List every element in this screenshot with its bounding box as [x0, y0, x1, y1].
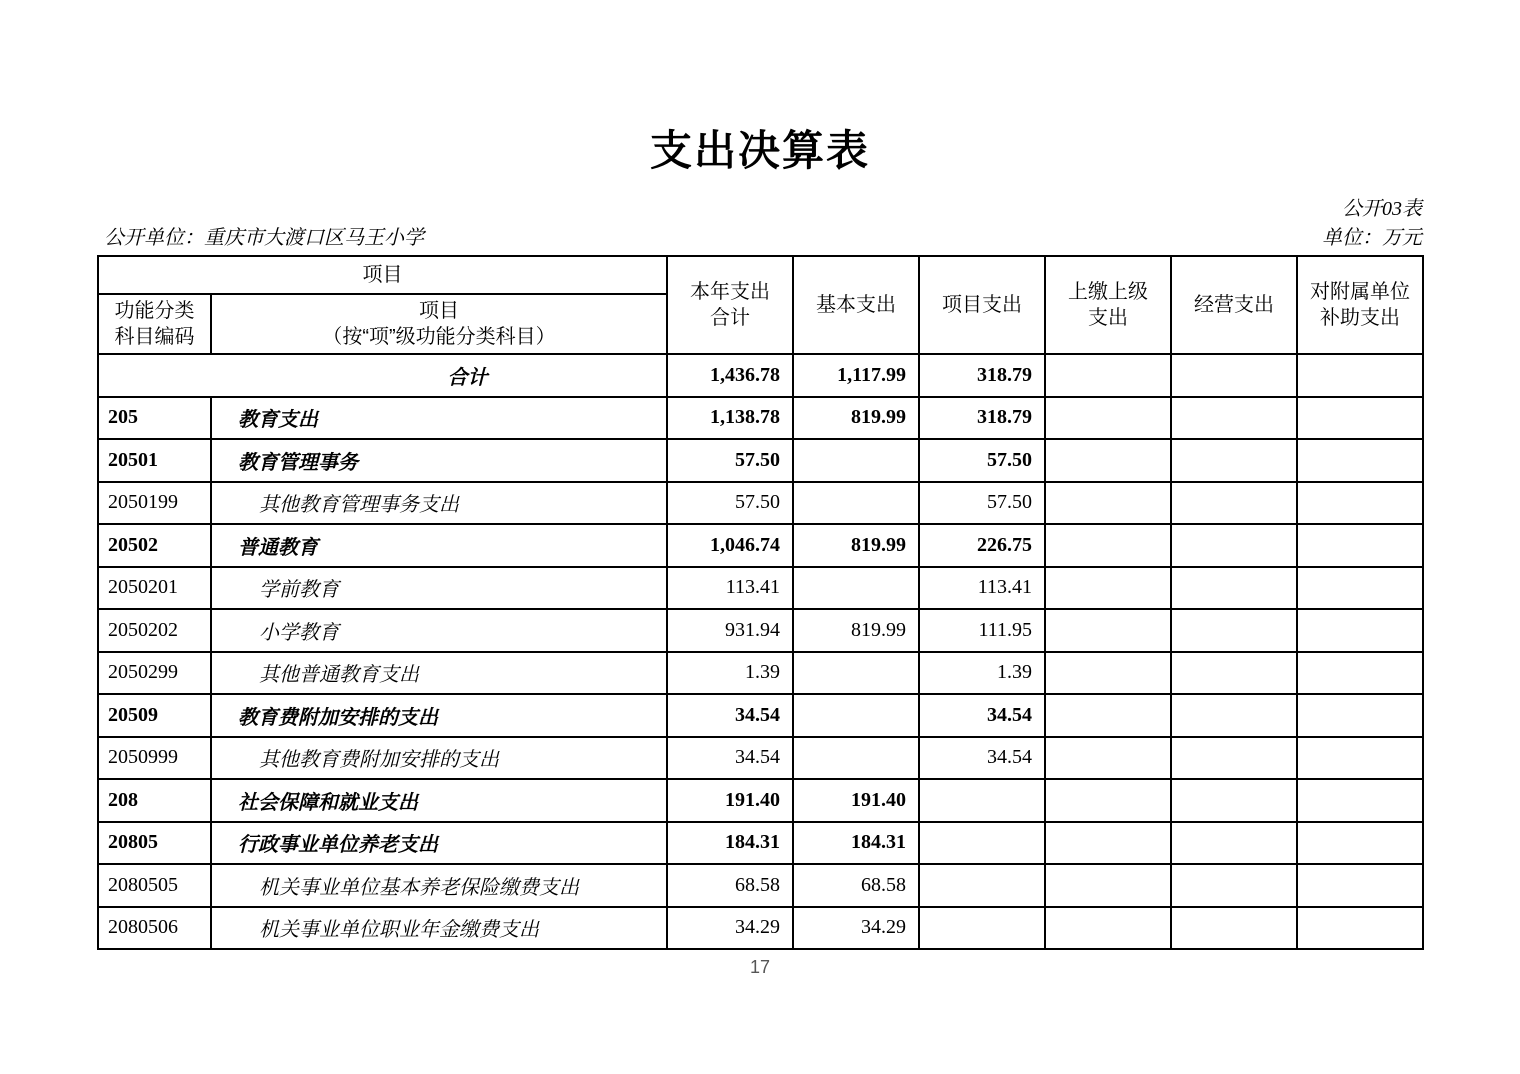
current-year-total-cell: 1,138.78 — [667, 397, 793, 440]
header-item-by-level-line2: （按“项”级功能分类科目） — [322, 326, 556, 348]
table-row — [98, 439, 1423, 482]
header-function-code-line1: 功能分类 — [114, 300, 195, 322]
operating-expenditure-cell — [1171, 609, 1297, 652]
project-expenditure-cell: 57.50 — [919, 482, 1045, 525]
header-current-year-total — [667, 256, 793, 354]
operating-expenditure-cell — [1171, 567, 1297, 610]
item-name-cell: 社会保障和就业支出 — [211, 779, 667, 822]
project-expenditure-cell — [919, 907, 1045, 950]
project-expenditure-cell: 1.39 — [919, 652, 1045, 695]
current-year-total-cell: 1,046.74 — [667, 524, 793, 567]
basic-expenditure-cell: 819.99 — [793, 397, 919, 440]
header-item-by-level-line1: 项目 — [419, 300, 459, 322]
function-code-cell: 2080505 — [98, 864, 211, 907]
operating-expenditure-cell — [1171, 652, 1297, 695]
header-affiliate-subsidy — [1297, 256, 1423, 354]
operating-expenditure-cell — [1171, 354, 1297, 397]
basic-expenditure-cell: 184.31 — [793, 822, 919, 865]
upper-level-expenditure-cell — [1045, 397, 1171, 440]
item-name-cell: 小学教育 — [211, 609, 667, 652]
operating-expenditure-cell — [1171, 524, 1297, 567]
publishing-unit-label: 公开单位：重庆市大渡口区马王小学 — [104, 227, 424, 249]
function-code-cell: 20509 — [98, 694, 211, 737]
header-upper-level-line2: 支出 — [1088, 307, 1128, 329]
basic-expenditure-cell: 1,117.99 — [793, 354, 919, 397]
table-row — [98, 397, 1423, 440]
current-year-total-cell: 34.29 — [667, 907, 793, 950]
basic-expenditure-cell: 68.58 — [793, 864, 919, 907]
item-name-cell: 机关事业单位职业年金缴费支出 — [211, 907, 667, 950]
upper-level-expenditure-cell — [1045, 482, 1171, 525]
table-row — [98, 779, 1423, 822]
project-expenditure-cell — [919, 779, 1045, 822]
affiliate-subsidy-cell — [1297, 779, 1423, 822]
item-name-cell: 教育管理事务 — [211, 439, 667, 482]
grand-total-row — [98, 354, 1423, 397]
current-year-total-cell: 57.50 — [667, 482, 793, 525]
affiliate-subsidy-cell — [1297, 397, 1423, 440]
item-name-cell: 其他普通教育支出 — [211, 652, 667, 695]
header-affiliate-subsidy-line1: 对附属单位 — [1310, 281, 1410, 303]
header-item-by-level — [211, 294, 667, 354]
table-row — [98, 822, 1423, 865]
table-code-label: 公开03表 — [1342, 198, 1422, 220]
header-function-code-line2: 科目编码 — [114, 326, 195, 348]
function-code-cell: 2050199 — [98, 482, 211, 525]
upper-level-expenditure-cell — [1045, 567, 1171, 610]
operating-expenditure-cell — [1171, 822, 1297, 865]
basic-expenditure-cell: 819.99 — [793, 609, 919, 652]
header-upper-level-line1: 上缴上级 — [1068, 281, 1148, 303]
operating-expenditure-cell — [1171, 907, 1297, 950]
upper-level-expenditure-cell — [1045, 524, 1171, 567]
upper-level-expenditure-cell — [1045, 609, 1171, 652]
function-code-cell: 20502 — [98, 524, 211, 567]
affiliate-subsidy-cell — [1297, 864, 1423, 907]
item-name-cell: 学前教育 — [211, 567, 667, 610]
upper-level-expenditure-cell — [1045, 737, 1171, 780]
basic-expenditure-cell — [793, 482, 919, 525]
operating-expenditure-cell — [1171, 737, 1297, 780]
table-row — [98, 694, 1423, 737]
upper-level-expenditure-cell — [1045, 694, 1171, 737]
basic-expenditure-cell: 191.40 — [793, 779, 919, 822]
basic-expenditure-cell: 34.29 — [793, 907, 919, 950]
current-year-total-cell: 931.94 — [667, 609, 793, 652]
current-year-total-cell: 68.58 — [667, 864, 793, 907]
upper-level-expenditure-cell — [1045, 652, 1171, 695]
item-name-cell: 其他教育管理事务支出 — [211, 482, 667, 525]
project-expenditure-cell: 226.75 — [919, 524, 1045, 567]
current-year-total-cell: 1.39 — [667, 652, 793, 695]
project-expenditure-cell: 34.54 — [919, 694, 1045, 737]
project-expenditure-cell — [919, 822, 1045, 865]
header-function-code — [98, 294, 211, 354]
table-row — [98, 609, 1423, 652]
affiliate-subsidy-cell — [1297, 567, 1423, 610]
operating-expenditure-cell — [1171, 864, 1297, 907]
project-expenditure-cell: 113.41 — [919, 567, 1045, 610]
current-year-total-cell: 1,436.78 — [667, 354, 793, 397]
table-row — [98, 652, 1423, 695]
affiliate-subsidy-cell — [1297, 524, 1423, 567]
project-expenditure-cell — [919, 864, 1045, 907]
function-code-cell: 2050299 — [98, 652, 211, 695]
item-name-cell: 教育支出 — [211, 397, 667, 440]
function-code-cell: 2080506 — [98, 907, 211, 950]
project-expenditure-cell: 318.79 — [919, 354, 1045, 397]
current-year-total-cell: 113.41 — [667, 567, 793, 610]
operating-expenditure-cell — [1171, 439, 1297, 482]
item-name-cell: 教育费附加安排的支出 — [211, 694, 667, 737]
item-name-cell: 普通教育 — [211, 524, 667, 567]
upper-level-expenditure-cell — [1045, 907, 1171, 950]
table-row — [98, 864, 1423, 907]
table-header — [98, 256, 1423, 354]
table-row — [98, 737, 1423, 780]
table-row — [98, 482, 1423, 525]
upper-level-expenditure-cell — [1045, 822, 1171, 865]
header-current-year-total-line1: 本年支出 — [690, 281, 770, 303]
header-item-group: 项目 — [98, 256, 667, 294]
function-code-cell: 208 — [98, 779, 211, 822]
function-code-cell: 20501 — [98, 439, 211, 482]
header-basic-expenditure: 基本支出 — [793, 256, 919, 354]
function-code-cell: 205 — [98, 397, 211, 440]
operating-expenditure-cell — [1171, 482, 1297, 525]
header-operating-expenditure: 经营支出 — [1171, 256, 1297, 354]
expenditure-table — [97, 255, 1424, 950]
operating-expenditure-cell — [1171, 694, 1297, 737]
affiliate-subsidy-cell — [1297, 907, 1423, 950]
affiliate-subsidy-cell — [1297, 609, 1423, 652]
basic-expenditure-cell: 819.99 — [793, 524, 919, 567]
current-year-total-cell: 34.54 — [667, 737, 793, 780]
unit-of-measure-label: 单位：万元 — [1322, 227, 1422, 249]
affiliate-subsidy-cell — [1297, 737, 1423, 780]
operating-expenditure-cell — [1171, 779, 1297, 822]
function-code-cell: 2050201 — [98, 567, 211, 610]
function-code-cell: 2050202 — [98, 609, 211, 652]
table-row — [98, 567, 1423, 610]
operating-expenditure-cell — [1171, 397, 1297, 440]
basic-expenditure-cell — [793, 439, 919, 482]
upper-level-expenditure-cell — [1045, 779, 1171, 822]
project-expenditure-cell: 34.54 — [919, 737, 1045, 780]
item-name-cell: 其他教育费附加安排的支出 — [211, 737, 667, 780]
current-year-total-cell: 57.50 — [667, 439, 793, 482]
affiliate-subsidy-cell — [1297, 694, 1423, 737]
current-year-total-cell: 191.40 — [667, 779, 793, 822]
header-upper-level-expenditure — [1045, 256, 1171, 354]
total-label-cell: 合计 — [98, 354, 667, 397]
current-year-total-cell: 34.54 — [667, 694, 793, 737]
header-project-expenditure: 项目支出 — [919, 256, 1045, 354]
basic-expenditure-cell — [793, 737, 919, 780]
project-expenditure-cell: 318.79 — [919, 397, 1045, 440]
affiliate-subsidy-cell — [1297, 482, 1423, 525]
project-expenditure-cell: 111.95 — [919, 609, 1045, 652]
upper-level-expenditure-cell — [1045, 439, 1171, 482]
page-number: 17 — [749, 957, 771, 977]
function-code-cell: 20805 — [98, 822, 211, 865]
table-body — [98, 354, 1423, 949]
page-title: 支出决算表 — [649, 127, 870, 174]
item-name-cell: 机关事业单位基本养老保险缴费支出 — [211, 864, 667, 907]
affiliate-subsidy-cell — [1297, 354, 1423, 397]
basic-expenditure-cell — [793, 567, 919, 610]
item-name-cell: 行政事业单位养老支出 — [211, 822, 667, 865]
table-row — [98, 907, 1423, 950]
project-expenditure-cell: 57.50 — [919, 439, 1045, 482]
header-affiliate-subsidy-line2: 补助支出 — [1320, 307, 1400, 329]
table-row — [98, 524, 1423, 567]
upper-level-expenditure-cell — [1045, 864, 1171, 907]
function-code-cell: 2050999 — [98, 737, 211, 780]
basic-expenditure-cell — [793, 652, 919, 695]
current-year-total-cell: 184.31 — [667, 822, 793, 865]
upper-level-expenditure-cell — [1045, 354, 1171, 397]
affiliate-subsidy-cell — [1297, 439, 1423, 482]
affiliate-subsidy-cell — [1297, 822, 1423, 865]
affiliate-subsidy-cell — [1297, 652, 1423, 695]
header-current-year-total-line2: 合计 — [710, 307, 750, 329]
basic-expenditure-cell — [793, 694, 919, 737]
